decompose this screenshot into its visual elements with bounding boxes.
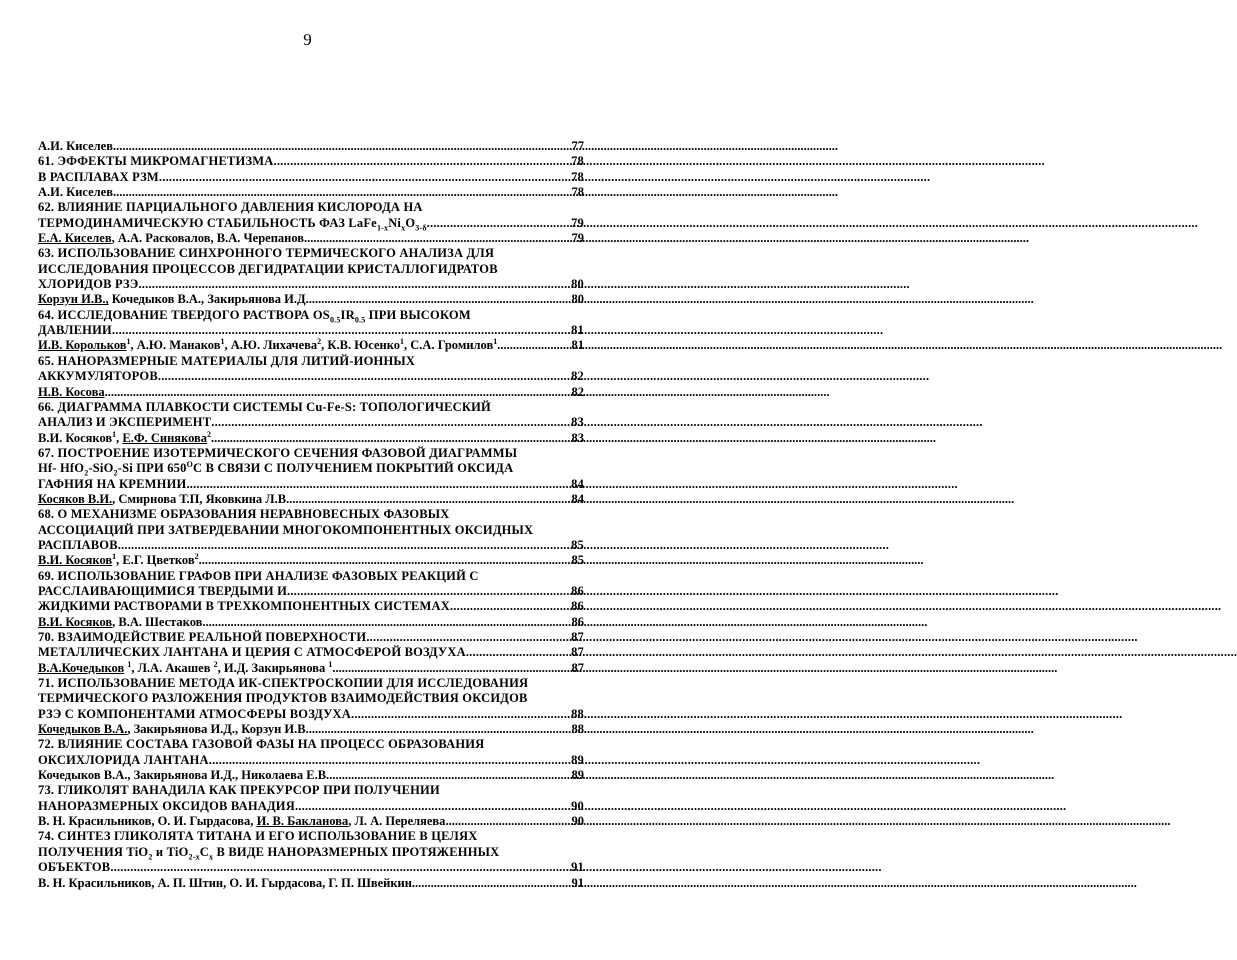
toc-authors-line: [38, 431, 584, 446]
toc-title-line: [38, 262, 584, 277]
toc-leader-dots: [211, 431, 564, 446]
toc-page-number: 83: [571, 430, 584, 445]
toc-title-line: [38, 753, 584, 768]
toc-title-text: 70. ВЗАИМОДЕЙСТВИЕ РЕАЛЬНОЙ ПОВЕРХНОСТИ: [38, 630, 367, 644]
toc-page-number: 87: [571, 660, 584, 675]
toc-title-text: 66. ДИАГРАММА ПЛАВКОСТИ СИСТЕМЫ Cu-Fe-S: ТОПОЛОГИЧЕСКИЙ: [38, 399, 491, 414]
toc-title-line: [38, 369, 584, 384]
toc-title-line: [38, 277, 584, 292]
toc-title-line: [38, 845, 584, 860]
toc-title-line: [38, 308, 584, 323]
toc-leader-dots: [118, 538, 564, 553]
toc-title-text: 74. СИНТЕЗ ГЛИКОЛЯТА ТИТАНА И ЕГО ИСПОЛЬЗОВАНИЕ В ЦЕЛЯХ: [38, 829, 478, 844]
toc-title-line: [38, 799, 584, 814]
toc-authors-line: [38, 722, 584, 737]
toc-title-line: [38, 154, 584, 169]
toc-authors-line: [38, 615, 584, 630]
toc-authors-text: В. Н. Красильников, А. П. Штин, О. И. Гырдасова, Г. П. Швейкин: [38, 875, 412, 890]
toc-title-line: [38, 538, 584, 553]
toc-title-line: [38, 707, 584, 722]
toc-leader-dots: [186, 477, 564, 492]
toc-page-number: 80: [571, 277, 584, 292]
toc-title-line: [38, 676, 584, 691]
toc-title-line: [38, 461, 584, 476]
toc-title-text: 73. ГЛИКОЛЯТ ВАНАДИЛА КАК ПРЕКУРСОР ПРИ ПОЛУЧЕНИИ: [38, 783, 440, 798]
toc-title-line: [38, 860, 584, 875]
toc-title-line: [38, 645, 584, 660]
toc-page-number: 78: [571, 169, 584, 184]
toc-leader-dots: [199, 553, 564, 568]
toc-authors-line: [38, 553, 584, 568]
toc-authors-text: И.В. Корольков$^1$, А.Ю. Манаков$^1$, А.Ю. Лихачева$^2$, К.В. Юсенко$^1$, С.А. Громилов$^1$: [38, 337, 498, 353]
toc-page-number: 81: [571, 323, 584, 338]
toc-page-number: 80: [571, 292, 584, 307]
toc-title-line: [38, 569, 584, 584]
toc-title-line: [38, 446, 584, 461]
toc-title-text: РАСПЛАВОВ: [38, 537, 118, 552]
toc-page-number: 84: [571, 491, 584, 506]
toc-title-text: ПОЛУЧЕНИЯ TiO$_2$ и $TiO_{2-x}C_x$ В ВИДЕ НАНОРАЗМЕРНЫХ ПРОТЯЖЕННЫХ: [38, 844, 500, 862]
toc-page-number: 87: [571, 630, 584, 644]
toc-page-number: 78: [571, 185, 584, 200]
toc-title-text: В РАСПЛАВАХ РЗМ: [38, 169, 159, 184]
toc-authors-line: [38, 185, 584, 200]
toc-leader-dots: [289, 492, 564, 507]
toc-title-line: [38, 829, 584, 844]
toc-authors-line: [38, 876, 584, 891]
toc-title-text: 69. ИСПОЛЬЗОВАНИЕ ГРАФОВ ПРИ АНАЛИЗЕ ФАЗОВЫХ РЕАКЦИЙ С: [38, 568, 479, 583]
toc-title-text: ОБЪЕКТОВ: [38, 860, 111, 875]
toc-authors-line: [38, 814, 584, 829]
toc-title-text: АССОЦИАЦИЙ ПРИ ЗАТВЕРДЕВАНИИ МНОГОКОМПОНЕНТНЫХ ОКСИДНЫХ: [38, 522, 534, 537]
toc-page-number: 82: [571, 384, 584, 399]
toc-authors-line: [38, 768, 584, 783]
toc-page-number: 84: [571, 476, 584, 491]
toc-authors-line: [38, 139, 584, 154]
toc-authors-line: [38, 661, 584, 676]
toc-title-line: [38, 246, 584, 261]
toc-title-text: 65. НАНОРАЗМЕРНЫЕ МАТЕРИАЛЫ ДЛЯ ЛИТИЙ-ИОННЫХ: [38, 353, 416, 368]
toc-authors-text: Н.В. Косова: [38, 384, 105, 399]
toc-leader-dots: [105, 385, 564, 400]
toc-title-line: [38, 599, 584, 614]
toc-title-text: ТЕРМОДИНАМИЧЕСКУЮ СТАБИЛЬНОСТЬ ФАЗ $LaFe_{1-x}Ni_xO_{3-\delta}$: [38, 215, 427, 233]
toc-page-number: 85: [571, 553, 584, 568]
toc-authors-text: А.И. Киселев: [38, 185, 113, 200]
toc-leader-dots: [110, 860, 564, 875]
toc-title-line: [38, 354, 584, 369]
toc-title-text: ОКСИХЛОРИДА ЛАНТАНА: [38, 752, 209, 767]
toc-authors-line: [38, 292, 584, 307]
toc-leader-dots: [332, 661, 564, 676]
toc-title-text: ИССЛЕДОВАНИЯ ПРОЦЕССОВ ДЕГИДРАТАЦИИ КРИСТАЛЛОГИДРАТОВ: [38, 261, 498, 276]
toc-title-text: НАНОРАЗМЕРНЫХ ОКСИДОВ ВАНАДИЯ: [38, 798, 295, 813]
toc-page-number: 79: [571, 231, 584, 246]
toc-leader-dots: [113, 139, 564, 154]
toc-title-text: ДАВЛЕНИИ: [38, 323, 112, 338]
toc-authors-text: В.И. Косяков, В.А. Шестаков: [38, 614, 203, 629]
toc-page-number: 89: [571, 752, 584, 767]
toc-page-number: 81: [571, 338, 584, 353]
toc-title-line: [38, 170, 584, 185]
page-number: 9: [303, 30, 312, 49]
toc-title-line: [38, 523, 584, 538]
toc-leader-dots: [202, 615, 564, 630]
toc-title-text: 64. ИССЛЕДОВАНИЕ ТВЕРДОГО РАСТВОРА $OS_{0.5}IR_{0.5}$ ПРИ ВЫСОКОМ: [38, 307, 471, 325]
toc-title-line: [38, 415, 584, 430]
toc-title-line: [38, 737, 584, 752]
toc-leader-dots: [366, 630, 564, 645]
toc-title-text: ТЕРМИЧЕСКОГО РАЗЛОЖЕНИЯ ПРОДУКТОВ ВЗАИМОДЕЙСТВИЯ ОКСИДОВ: [38, 691, 528, 706]
toc-title-text: 62. ВЛИЯНИЕ ПАРЦИАЛЬНОГО ДАВЛЕНИЯ КИСЛОРОДА НА: [38, 200, 423, 215]
toc-leader-dots: [309, 292, 564, 307]
table-of-contents: [38, 139, 584, 891]
toc-title-text: Hf- HfO$_2$-SiO$_2$-Si ПРИ $650^OС$ В СВЯЗИ С ПОЛУЧЕНИЕМ ПОКРЫТИЙ ОКСИДА: [38, 460, 514, 478]
toc-page-number: 87: [571, 645, 584, 660]
toc-authors-text: В.И. Косяков$^1$, Е.Ф. Синякова$^2$: [38, 429, 212, 445]
toc-leader-dots: [304, 231, 564, 246]
toc-title-text: ХЛОРИДОВ РЗЭ: [38, 277, 139, 292]
toc-leader-dots: [427, 216, 564, 231]
toc-page-number: 90: [571, 814, 584, 829]
toc-title-line: [38, 507, 584, 522]
toc-page-number: 86: [571, 599, 584, 614]
toc-title-text: МЕТАЛЛИЧЕСКИХ ЛАНТАНА И ЦЕРИЯ С АТМОСФЕРОЙ ВОЗДУХА: [38, 645, 466, 660]
toc-title-text: ГАФНИЯ НА КРЕМНИИ: [38, 476, 187, 491]
toc-authors-line: [38, 492, 584, 507]
toc-page-number: 83: [571, 415, 584, 430]
toc-title-text: 68. О МЕХАНИЗМЕ ОБРАЗОВАНИЯ НЕРАВНОВЕСНЫХ ФАЗОВЫХ: [38, 507, 450, 522]
toc-title-text: 67. ПОСТРОЕНИЕ ИЗОТЕРМИЧЕСКОГО СЕЧЕНИЯ ФАЗОВОЙ ДИАГРАММЫ: [38, 445, 518, 460]
toc-page-number: 85: [571, 537, 584, 552]
toc-leader-dots: [497, 338, 564, 353]
toc-title-text: 63. ИСПОЛЬЗОВАНИЕ СИНХРОННОГО ТЕРМИЧЕСКОГО АНАЛИЗА ДЛЯ: [38, 246, 495, 261]
toc-leader-dots: [112, 323, 564, 338]
toc-page-number: 86: [571, 614, 584, 629]
toc-title-line: [38, 783, 584, 798]
toc-page-number: 89: [571, 768, 584, 783]
toc-authors-text: А.И. Киселев: [38, 139, 113, 153]
toc-title-text: АНАЛИЗ И ЭКСПЕРИМЕНТ: [38, 415, 212, 430]
toc-leader-dots: [138, 277, 564, 292]
toc-authors-text: Кочедыков В.А., Закирьянова И.Д., Корзун И.В.: [38, 722, 309, 737]
toc-page-number: 79: [571, 215, 584, 230]
toc-title-line: [38, 630, 584, 645]
toc-authors-text: В. Н. Красильников, О. И. Гырдасова, И. В. Бакланова, Л. А. Переляева: [38, 814, 446, 829]
toc-page-number: 91: [571, 875, 584, 890]
toc-title-text: РАССЛАИВАЮЩИМИСЯ ТВЕРДЫМИ И: [38, 583, 288, 598]
toc-title-line: [38, 691, 584, 706]
toc-title-text: 71. ИСПОЛЬЗОВАНИЕ МЕТОДА ИК-СПЕКТРОСКОПИИ ДЛЯ ИССЛЕДОВАНИЯ: [38, 676, 529, 691]
toc-leader-dots: [274, 154, 565, 169]
toc-page-number: 91: [571, 860, 584, 875]
toc-title-line: [38, 477, 584, 492]
toc-leader-dots: [450, 599, 564, 614]
toc-title-text: РЗЭ С КОМПОНЕНТАМИ АТМОСФЕРЫ ВОЗДУХА: [38, 706, 352, 721]
toc-authors-line: [38, 338, 584, 353]
toc-authors-line: [38, 385, 584, 400]
toc-leader-dots: [295, 799, 564, 814]
toc-title-line: [38, 323, 584, 338]
toc-authors-text: Косяков В.И., Смирнова Т.П, Яковкина Л.В.: [38, 491, 290, 506]
toc-leader-dots: [159, 170, 564, 185]
toc-page-number: 90: [571, 798, 584, 813]
toc-page-number: 82: [571, 369, 584, 384]
toc-title-text: ЖИДКИМИ РАСТВОРАМИ В ТРЕХКОМПОНЕНТНЫХ СИСТЕМАХ: [38, 599, 450, 614]
toc-title-text: АККУМУЛЯТОРОВ: [38, 369, 158, 384]
toc-title-line: [38, 200, 584, 215]
toc-title-text: 61. ЭФФЕКТЫ МИКРОМАГНЕТИЗМА: [38, 154, 274, 169]
toc-title-text: 72. ВЛИЯНИЕ СОСТАВА ГАЗОВОЙ ФАЗЫ НА ПРОЦЕСС ОБРАЗОВАНИЯ: [38, 737, 485, 752]
toc-leader-dots: [445, 814, 564, 829]
toc-authors-line: [38, 231, 584, 246]
toc-leader-dots: [351, 707, 564, 722]
toc-authors-text: Кочедыков В.А., Закирьянова И.Д., Николаева Е.В.: [38, 768, 330, 783]
toc-page-number: 86: [571, 583, 584, 598]
toc-leader-dots: [209, 753, 564, 768]
toc-title-line: [38, 216, 584, 231]
toc-title-line: [38, 400, 584, 415]
toc-page-number: 77: [571, 139, 584, 153]
toc-page-number: 88: [571, 722, 584, 737]
toc-leader-dots: [158, 369, 564, 384]
toc-leader-dots: [211, 415, 564, 430]
toc-authors-text: В.А.Кочедыков $^1$, Л.А. Акашев $^2$, И.Д. Закирьянова $^1$: [38, 659, 333, 675]
toc-leader-dots: [113, 185, 564, 200]
toc-leader-dots: [329, 768, 564, 783]
toc-page-number: 78: [571, 154, 584, 169]
toc-leader-dots: [309, 722, 564, 737]
toc-title-line: [38, 584, 584, 599]
toc-leader-dots: [466, 645, 564, 660]
toc-leader-dots: [412, 876, 564, 891]
toc-authors-text: В.И. Косяков$^1$, Е.Г. Цветков$^2$: [38, 552, 199, 568]
toc-leader-dots: [287, 584, 564, 599]
toc-page-number: 88: [571, 706, 584, 721]
toc-authors-text: Е.А. Киселев, А.А. Расковалов, В.А. Черепанов: [38, 231, 305, 246]
toc-authors-text: Корзун И.В., Кочедыков В.А., Закирьянова И.Д.: [38, 292, 309, 307]
